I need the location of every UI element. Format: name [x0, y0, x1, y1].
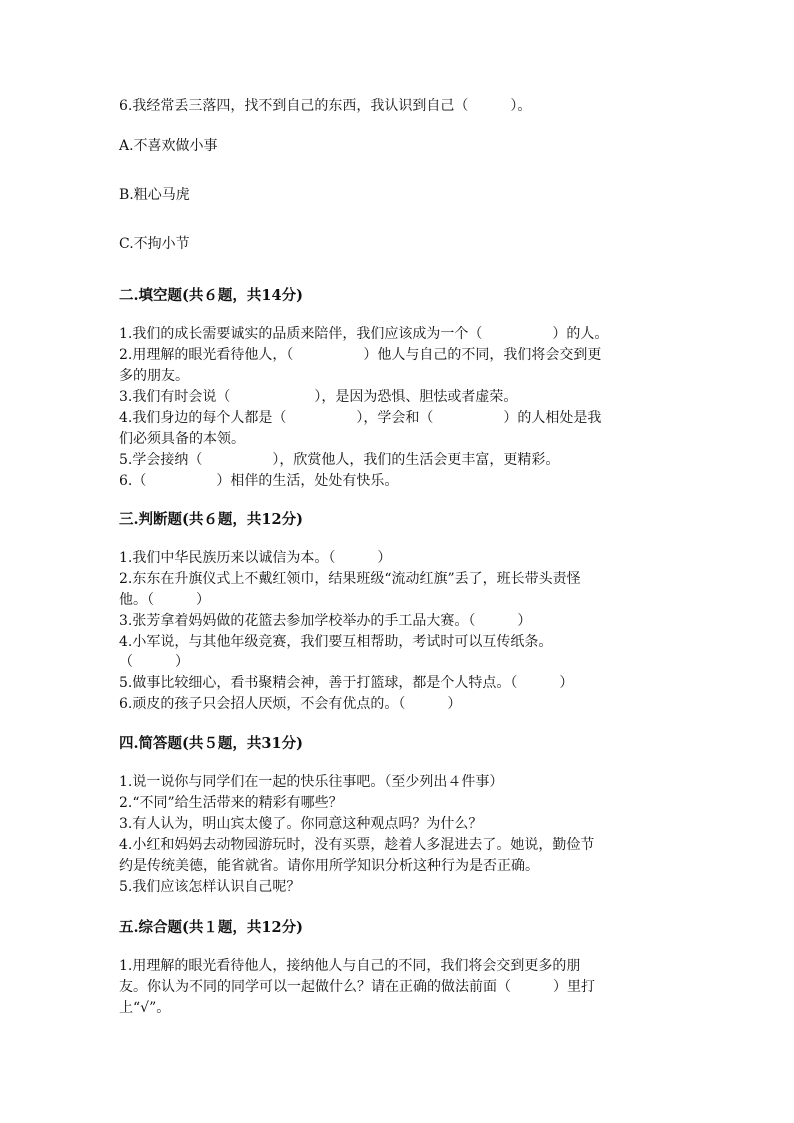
fill-line-6: 们必须具备的本领。	[119, 431, 245, 447]
judge-line-7: 5.做事比较细心，看书聚精会神，善于打篮球，都是个人特点。（ ）	[119, 675, 574, 691]
short-answer-line-6: 5.我们应该怎样认识自己呢？	[119, 879, 301, 895]
judge-line-5: 4.小军说，与其他年级竞赛，我们要互相帮助，考试时可以互传纸条。	[119, 634, 553, 650]
short-answer-line-1: 1.说一说你与同学们在一起的快乐往事吧。（至少列出４件事）	[119, 774, 504, 790]
fill-line-1: 1.我们的成长需要诚实的品质来陪伴，我们应该成为一个（ ）的人。	[119, 326, 609, 342]
short-answer-line-3: 3.有人认为，明山宾太傻了。你同意这种观点吗？为什么？	[119, 816, 483, 832]
judge-section-heading: 三.判断题(共６题，共12分)	[119, 511, 303, 528]
fill-line-7: 5.学会接纳（ ），欣赏他人，我们的生活会更丰富，更精彩。	[119, 452, 560, 468]
q6-option-b: B.粗心马虎	[119, 187, 190, 203]
fill-line-8: 6.（ ）相伴的生活，处处有快乐。	[119, 473, 399, 489]
fill-section-heading: 二.填空题(共６题，共14分)	[119, 287, 303, 304]
short-answer-line-5: 约是传统美德，能省就省。请你用所学知识分析这种行为是否正确。	[119, 858, 539, 874]
judge-line-1: 1.我们中华民族历来以诚信为本。（ ）	[119, 550, 392, 566]
short-answer-line-2: 2.“不同”给生活带来的精彩有哪些？	[119, 795, 343, 811]
comprehensive-line-1: 1.用理解的眼光看待他人，接纳他人与自己的不同，我们将会交到更多的朋	[119, 958, 581, 974]
fill-line-4: 3.我们有时会说（ ），是因为恐惧、胆怯或者虚荣。	[119, 389, 518, 405]
fill-line-3: 多的朋友。	[119, 368, 189, 384]
q6-option-a: A.不喜欢做小事	[119, 138, 218, 154]
short-answer-line-4: 4.小红和妈妈去动物园游玩时，没有买票，趁着人多混进去了。她说，勤俭节	[119, 837, 595, 853]
judge-line-2: 2.东东在升旗仪式上不戴红领巾，结果班级“流动红旗”丢了，班长带头责怪	[119, 571, 581, 587]
comprehensive-section-heading: 五.综合题(共１题，共12分)	[119, 919, 303, 936]
judge-line-3: 他。（ ）	[119, 592, 210, 608]
comprehensive-line-2: 友。你认为不同的同学可以一起做什么？请在正确的做法前面（ ）里打	[119, 979, 595, 995]
short-answer-section-heading: 四.简答题(共５题，共31分)	[119, 735, 303, 752]
q6-option-c: C.不拘小节	[119, 236, 190, 252]
judge-line-8: 6.顽皮的孩子只会招人厌烦，不会有优点的。（ ）	[119, 696, 462, 712]
fill-line-2: 2.用理解的眼光看待他人，（ ）他人与自己的不同，我们将会交到更	[119, 347, 602, 363]
judge-line-4: 3.张芳拿着妈妈做的花篮去参加学校举办的手工品大赛。（ ）	[119, 613, 532, 629]
comprehensive-line-3: 上“√”。	[119, 1000, 171, 1016]
q6-stem: 6.我经常丢三落四，找不到自己的东西，我认识到自己（ ）。	[119, 98, 532, 114]
fill-line-5: 4.我们身边的每个人都是（ ），学会和（ ）的人相处是我	[119, 410, 602, 426]
judge-line-6: （ ）	[119, 654, 189, 670]
